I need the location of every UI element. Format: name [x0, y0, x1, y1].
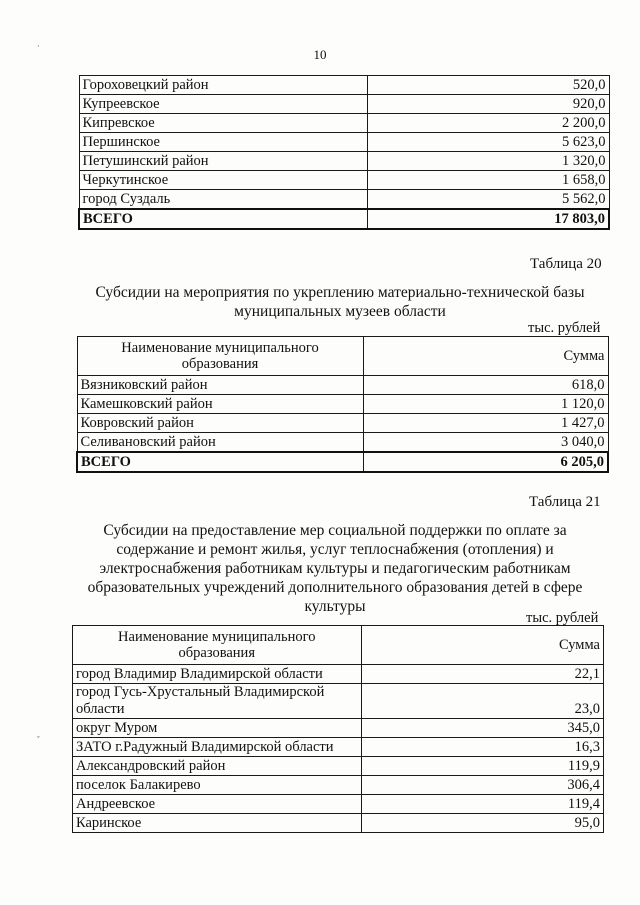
total-amount: 6 205,0	[363, 452, 608, 472]
table-row	[79, 95, 609, 114]
page-number: 10	[313, 47, 327, 62]
amount: 520,0	[367, 76, 609, 95]
amount: 3 040,0	[363, 433, 608, 453]
header-line: Наименование муниципального	[118, 629, 316, 645]
municipality-name: Андреевское	[73, 795, 362, 814]
header-sum: Сумма	[363, 337, 608, 376]
table-21-title	[55, 521, 615, 616]
municipality-name: Петушинский район	[79, 152, 367, 171]
municipality-name: город Суздаль	[79, 190, 367, 210]
table-row	[73, 776, 604, 795]
table-21-unit: тыс. рублей	[526, 610, 599, 626]
table-row	[79, 133, 609, 152]
scan-speck: ˇ	[37, 735, 40, 744]
title-line: Субсидии на мероприятия по укреплению материально-технической базы	[95, 284, 585, 301]
title-line: электроснабжения работникам культуры и педагогическим работникам	[99, 560, 571, 577]
total-label: ВСЕГО	[77, 452, 363, 472]
municipality-name: Першинское	[79, 133, 367, 152]
table-row	[73, 665, 604, 684]
total-row	[77, 452, 608, 472]
municipality-name: Гороховецкий район	[79, 76, 367, 95]
amount: 119,4	[361, 795, 603, 814]
title-line: культуры	[304, 598, 366, 615]
table-continued	[78, 75, 610, 230]
municipality-name: Купреевское	[79, 95, 367, 114]
table-body	[77, 337, 608, 473]
table-row	[73, 738, 604, 757]
municipality-name: округ Муром	[73, 719, 362, 738]
municipality-name: поселок Балакирево	[73, 776, 362, 795]
name-line: город Гусь-Хрустальный Владимирской	[76, 684, 325, 700]
amount: 1 427,0	[363, 414, 608, 433]
municipality-name: Селивановский район	[77, 433, 363, 453]
table-row	[79, 190, 609, 210]
table-row	[73, 814, 604, 833]
table-row	[79, 171, 609, 190]
table-row	[77, 433, 608, 453]
table-row	[77, 414, 608, 433]
table-row	[73, 684, 604, 719]
total-label: ВСЕГО	[79, 209, 367, 229]
amount: 5 623,0	[367, 133, 609, 152]
table-row	[79, 152, 609, 171]
municipality-name: ЗАТО г.Радужный Владимирской области	[73, 738, 362, 757]
amount: 345,0	[361, 719, 603, 738]
table-20-unit: тыс. рублей	[528, 320, 601, 336]
table-row	[77, 395, 608, 414]
table-21	[72, 625, 604, 833]
title-line: содержание и ремонт жилья, услуг теплоснабжения (отопления) и	[116, 541, 554, 558]
table-20-title	[60, 283, 620, 321]
amount: 95,0	[361, 814, 603, 833]
table-row	[79, 114, 609, 133]
table-21-caption: Таблица 21	[529, 494, 601, 510]
table-row	[79, 76, 609, 95]
table-row	[73, 757, 604, 776]
name-line: области	[76, 701, 125, 717]
header-sum: Сумма	[361, 626, 603, 665]
municipality-name: Черкутинское	[79, 171, 367, 190]
table-body	[73, 626, 604, 833]
table-header-row	[73, 626, 604, 665]
total-amount: 17 803,0	[367, 209, 609, 229]
amount: 22,1	[361, 665, 603, 684]
amount: 1 320,0	[367, 152, 609, 171]
municipality-name	[73, 684, 362, 719]
amount: 119,9	[361, 757, 603, 776]
amount: 306,4	[361, 776, 603, 795]
header-line: образования	[178, 645, 255, 661]
amount: 16,3	[361, 738, 603, 757]
title-line: муниципальных музеев области	[234, 303, 446, 320]
header-line: Наименование муниципального	[121, 340, 319, 356]
table-row	[73, 795, 604, 814]
municipality-name: Ковровский район	[77, 414, 363, 433]
municipality-name: Александровский район	[73, 757, 362, 776]
municipality-name: Кипревское	[79, 114, 367, 133]
total-row	[79, 209, 609, 229]
amount: 2 200,0	[367, 114, 609, 133]
table-20	[76, 336, 609, 473]
municipality-name: город Владимир Владимирской области	[73, 665, 362, 684]
title-line: Субсидии на предоставление мер социальной поддержки по оплате за	[103, 522, 567, 539]
scan-speck: ·	[37, 42, 40, 51]
header-name	[77, 337, 363, 376]
title-line: образовательных учреждений дополнительного образования детей в сфере	[87, 579, 583, 596]
table-header-row	[77, 337, 608, 376]
table-row	[77, 376, 608, 395]
amount: 1 658,0	[367, 171, 609, 190]
municipality-name: Камешковский район	[77, 395, 363, 414]
amount: 23,0	[361, 684, 603, 719]
header-name	[73, 626, 362, 665]
amount: 1 120,0	[363, 395, 608, 414]
municipality-name: Каринское	[73, 814, 362, 833]
table-row	[73, 719, 604, 738]
amount: 618,0	[363, 376, 608, 395]
amount: 920,0	[367, 95, 609, 114]
municipality-name: Вязниковский район	[77, 376, 363, 395]
amount: 5 562,0	[367, 190, 609, 210]
header-line: образования	[181, 356, 259, 372]
table-20-caption: Таблица 20	[530, 256, 602, 272]
table-body	[79, 76, 609, 230]
